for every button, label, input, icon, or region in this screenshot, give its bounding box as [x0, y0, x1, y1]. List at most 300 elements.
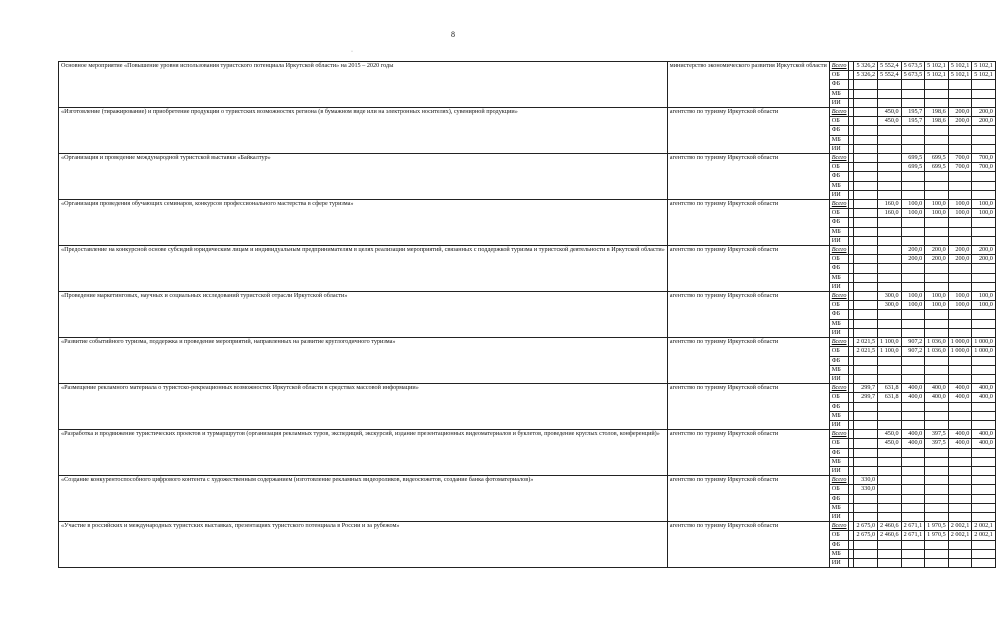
amount-cell — [972, 80, 996, 89]
amount-cell — [854, 310, 878, 319]
amount-cell — [972, 319, 996, 328]
amount-cell — [854, 503, 878, 512]
amount-cell — [901, 319, 925, 328]
funding-source-cell: МБ — [829, 549, 849, 558]
amount-cell: 5 326,2 — [854, 71, 878, 80]
amount-cell: 700,0 — [948, 154, 972, 163]
amount-cell — [854, 227, 878, 236]
amount-cell: 2 460,6 — [878, 522, 902, 531]
amount-cell — [948, 227, 972, 236]
amount-cell: 5 673,5 — [901, 62, 925, 71]
amount-cell — [948, 540, 972, 549]
amount-cell: 2 002,1 — [948, 522, 972, 531]
amount-cell — [854, 200, 878, 209]
amount-cell: 2 021,5 — [854, 347, 878, 356]
amount-cell — [901, 273, 925, 282]
funding-source-cell: МБ — [829, 411, 849, 420]
amount-cell — [972, 181, 996, 190]
amount-cell — [948, 485, 972, 494]
amount-cell — [854, 108, 878, 117]
amount-cell — [854, 374, 878, 383]
amount-cell — [948, 549, 972, 558]
amount-cell: 200,0 — [948, 117, 972, 126]
event-name-cell: «Изготовление (тиражирование) и приобретение продукции о туристских возможностях региона (в бумажном виде или на электронных носителях), сувенирной продукции» — [59, 108, 668, 154]
amount-cell — [925, 181, 949, 190]
amount-cell — [925, 328, 949, 337]
amount-cell: 100,0 — [972, 200, 996, 209]
amount-cell: 400,0 — [901, 393, 925, 402]
amount-cell — [948, 402, 972, 411]
table-row — [59, 108, 996, 117]
table-row — [59, 246, 996, 255]
amount-cell — [854, 154, 878, 163]
funding-source-cell: Всего — [829, 384, 849, 393]
amount-cell — [972, 448, 996, 457]
amount-cell: 200,0 — [901, 255, 925, 264]
executor-cell: агентство по туризму Иркутской области — [667, 476, 829, 522]
amount-cell — [878, 282, 902, 291]
amount-cell — [972, 549, 996, 558]
amount-cell: 198,6 — [925, 108, 949, 117]
amount-cell: 699,5 — [925, 154, 949, 163]
amount-cell: 397,5 — [925, 430, 949, 439]
event-name-cell: «Проведение маркетинговых, научных и социальных исследований туристской отрасли Иркутской области» — [59, 292, 668, 338]
funding-source-cell: МБ — [829, 319, 849, 328]
amount-cell — [901, 236, 925, 245]
event-name-cell: «Развитие событийного туризма, поддержка и проведение мероприятий, направленных на развитие круглогодичного туризма» — [59, 338, 668, 384]
amount-cell — [972, 365, 996, 374]
amount-cell: 100,0 — [925, 209, 949, 218]
amount-cell — [925, 540, 949, 549]
funding-source-cell: ОБ — [829, 347, 849, 356]
funding-source-cell: Всего — [829, 154, 849, 163]
amount-cell: 400,0 — [925, 384, 949, 393]
amount-cell: 400,0 — [901, 439, 925, 448]
amount-cell — [854, 80, 878, 89]
amount-cell — [948, 172, 972, 181]
amount-cell — [878, 549, 902, 558]
amount-cell — [925, 190, 949, 199]
amount-cell: 100,0 — [925, 301, 949, 310]
amount-cell — [854, 89, 878, 98]
amount-cell — [972, 540, 996, 549]
amount-cell: 200,0 — [972, 108, 996, 117]
amount-cell — [854, 402, 878, 411]
amount-cell: 631,8 — [878, 384, 902, 393]
amount-cell: 400,0 — [972, 439, 996, 448]
executor-cell: агентство по туризму Иркутской области — [667, 384, 829, 430]
amount-cell — [901, 190, 925, 199]
amount-cell — [948, 273, 972, 282]
funding-source-cell: ФБ — [829, 172, 849, 181]
amount-cell — [854, 190, 878, 199]
amount-cell: 400,0 — [972, 393, 996, 402]
amount-cell: 700,0 — [972, 163, 996, 172]
amount-cell — [901, 80, 925, 89]
amount-cell: 100,0 — [901, 301, 925, 310]
amount-cell — [948, 365, 972, 374]
funding-source-cell: МБ — [829, 503, 849, 512]
amount-cell: 450,0 — [878, 439, 902, 448]
amount-cell — [854, 549, 878, 558]
table-row — [59, 292, 996, 301]
amount-cell — [948, 466, 972, 475]
amount-cell — [901, 420, 925, 429]
funding-source-cell: МБ — [829, 135, 849, 144]
funding-source-cell: ФБ — [829, 126, 849, 135]
amount-cell: 450,0 — [878, 430, 902, 439]
amount-cell: 100,0 — [948, 209, 972, 218]
amount-cell: 100,0 — [925, 200, 949, 209]
amount-cell — [972, 236, 996, 245]
amount-cell — [948, 503, 972, 512]
amount-cell — [925, 356, 949, 365]
amount-cell — [901, 135, 925, 144]
event-name-cell: «Создание конкурентоспособного цифрового контента с художественным содержанием (изготовление рекламных видеороликов, видеосюжетов, создание банка фотоматериалов)» — [59, 476, 668, 522]
amount-cell: 400,0 — [901, 384, 925, 393]
amount-cell: 200,0 — [948, 246, 972, 255]
amount-cell — [901, 448, 925, 457]
amount-cell: 5 552,4 — [878, 62, 902, 71]
amount-cell — [925, 457, 949, 466]
amount-cell: 1 970,5 — [925, 531, 949, 540]
amount-cell: 2 671,1 — [901, 522, 925, 531]
amount-cell — [901, 98, 925, 107]
amount-cell — [948, 144, 972, 153]
event-name-cell: «Разработка и продвижение туристических проектов и турмаршрутов (организация рекламных туров, экспедиций, экскурсий, издание презентационных видеоматериалов и буклетов, проведение круглых столов, конференций)» — [59, 430, 668, 476]
amount-cell — [972, 190, 996, 199]
amount-cell — [948, 448, 972, 457]
amount-cell — [972, 411, 996, 420]
amount-cell: 200,0 — [901, 246, 925, 255]
amount-cell — [901, 328, 925, 337]
event-name-cell: «Организация проведения обучающих семинаров, конкурсов профессионального мастерства в сфере туризма» — [59, 200, 668, 246]
amount-cell — [878, 466, 902, 475]
amount-cell — [878, 236, 902, 245]
table-row — [59, 154, 996, 163]
amount-cell — [972, 218, 996, 227]
budget-table-body — [59, 62, 996, 568]
amount-cell: 330,0 — [854, 476, 878, 485]
amount-cell — [925, 126, 949, 135]
amount-cell: 2 021,5 — [854, 338, 878, 347]
amount-cell — [854, 466, 878, 475]
amount-cell — [878, 402, 902, 411]
amount-cell — [972, 558, 996, 567]
amount-cell: 200,0 — [948, 108, 972, 117]
amount-cell: 5 552,4 — [878, 71, 902, 80]
amount-cell — [854, 301, 878, 310]
funding-source-cell: ОБ — [829, 71, 849, 80]
amount-cell — [854, 117, 878, 126]
amount-cell: 100,0 — [901, 292, 925, 301]
amount-cell — [948, 558, 972, 567]
amount-cell: 198,6 — [925, 117, 949, 126]
amount-cell — [854, 292, 878, 301]
amount-cell — [878, 356, 902, 365]
amount-cell — [901, 172, 925, 181]
amount-cell — [948, 319, 972, 328]
funding-source-cell: ИИ — [829, 98, 849, 107]
amount-cell — [925, 98, 949, 107]
amount-cell — [878, 246, 902, 255]
amount-cell: 195,7 — [901, 117, 925, 126]
amount-cell — [972, 126, 996, 135]
table-row — [59, 522, 996, 531]
amount-cell — [972, 402, 996, 411]
amount-cell: 400,0 — [972, 430, 996, 439]
amount-cell — [854, 255, 878, 264]
amount-cell — [878, 172, 902, 181]
amount-cell — [878, 80, 902, 89]
amount-cell — [972, 135, 996, 144]
amount-cell: 100,0 — [972, 301, 996, 310]
amount-cell — [878, 144, 902, 153]
amount-cell: 400,0 — [972, 384, 996, 393]
amount-cell: 2 671,1 — [901, 531, 925, 540]
executor-cell: агентство по туризму Иркутской области — [667, 246, 829, 292]
amount-cell — [854, 218, 878, 227]
table-row — [59, 476, 996, 485]
funding-source-cell: ОБ — [829, 439, 849, 448]
amount-cell: 100,0 — [948, 292, 972, 301]
amount-cell: 450,0 — [878, 108, 902, 117]
funding-source-cell: ОБ — [829, 485, 849, 494]
funding-source-cell: МБ — [829, 181, 849, 190]
amount-cell — [925, 374, 949, 383]
amount-cell — [878, 135, 902, 144]
amount-cell — [854, 264, 878, 273]
amount-cell: 200,0 — [972, 255, 996, 264]
amount-cell — [948, 236, 972, 245]
amount-cell — [948, 310, 972, 319]
table-row — [59, 62, 996, 71]
amount-cell — [925, 476, 949, 485]
amount-cell — [925, 135, 949, 144]
funding-source-cell: МБ — [829, 89, 849, 98]
funding-source-cell: ФБ — [829, 402, 849, 411]
amount-cell — [854, 558, 878, 567]
amount-cell — [878, 448, 902, 457]
amount-cell — [854, 420, 878, 429]
funding-source-cell: ОБ — [829, 301, 849, 310]
amount-cell — [972, 98, 996, 107]
amount-cell — [854, 181, 878, 190]
amount-cell — [878, 310, 902, 319]
amount-cell — [878, 264, 902, 273]
amount-cell — [854, 439, 878, 448]
amount-cell — [925, 319, 949, 328]
amount-cell — [972, 356, 996, 365]
funding-source-cell: ФБ — [829, 494, 849, 503]
funding-source-cell: МБ — [829, 457, 849, 466]
scan-speck: · — [351, 49, 353, 55]
amount-cell: 700,0 — [948, 163, 972, 172]
amount-cell: 195,7 — [901, 108, 925, 117]
executor-cell: агентство по туризму Иркутской области — [667, 338, 829, 384]
event-name-cell: «Организация и проведение международной туристской выставки «Байкалтур» — [59, 154, 668, 200]
amount-cell — [925, 420, 949, 429]
amount-cell: 2 675,0 — [854, 531, 878, 540]
amount-cell: 300,0 — [878, 301, 902, 310]
funding-source-cell: ФБ — [829, 80, 849, 89]
amount-cell: 1 000,0 — [972, 338, 996, 347]
amount-cell: 2 675,0 — [854, 522, 878, 531]
amount-cell: 5 102,1 — [925, 62, 949, 71]
amount-cell: 1 036,0 — [925, 347, 949, 356]
funding-source-cell: ОБ — [829, 531, 849, 540]
amount-cell — [972, 503, 996, 512]
amount-cell: 699,5 — [925, 163, 949, 172]
amount-cell — [901, 181, 925, 190]
amount-cell — [901, 476, 925, 485]
amount-cell — [901, 282, 925, 291]
amount-cell — [878, 227, 902, 236]
amount-cell — [854, 273, 878, 282]
amount-cell — [878, 374, 902, 383]
amount-cell — [972, 420, 996, 429]
amount-cell — [925, 503, 949, 512]
amount-cell — [925, 172, 949, 181]
amount-cell — [854, 448, 878, 457]
amount-cell: 1 000,0 — [948, 347, 972, 356]
funding-source-cell: Всего — [829, 338, 849, 347]
amount-cell: 699,5 — [901, 154, 925, 163]
amount-cell — [972, 273, 996, 282]
amount-cell — [854, 246, 878, 255]
amount-cell: 400,0 — [948, 384, 972, 393]
amount-cell: 400,0 — [901, 430, 925, 439]
funding-source-cell: ОБ — [829, 209, 849, 218]
amount-cell — [925, 485, 949, 494]
amount-cell: 5 102,1 — [972, 62, 996, 71]
amount-cell: 450,0 — [878, 117, 902, 126]
amount-cell — [925, 494, 949, 503]
amount-cell — [948, 420, 972, 429]
amount-cell — [925, 365, 949, 374]
amount-cell — [948, 126, 972, 135]
amount-cell: 5 102,1 — [972, 71, 996, 80]
amount-cell — [925, 273, 949, 282]
amount-cell — [854, 512, 878, 521]
amount-cell — [925, 80, 949, 89]
amount-cell — [948, 411, 972, 420]
amount-cell — [901, 144, 925, 153]
executor-cell: агентство по туризму Иркутской области — [667, 522, 829, 568]
amount-cell — [854, 98, 878, 107]
amount-cell — [925, 558, 949, 567]
amount-cell — [901, 310, 925, 319]
amount-cell — [972, 282, 996, 291]
funding-source-cell: МБ — [829, 365, 849, 374]
amount-cell — [854, 540, 878, 549]
funding-source-cell: ИИ — [829, 190, 849, 199]
amount-cell: 700,0 — [972, 154, 996, 163]
amount-cell — [972, 485, 996, 494]
event-name-cell: «Предоставление на конкурсной основе субсидий юридическим лицам и индивидуальным предпринимателям в целях реализации мероприятий, связанных с поддержкой туризма и туристской деятельности в Иркутской области» — [59, 246, 668, 292]
amount-cell — [878, 98, 902, 107]
amount-cell — [925, 264, 949, 273]
amount-cell — [854, 356, 878, 365]
amount-cell — [972, 172, 996, 181]
amount-cell — [925, 310, 949, 319]
amount-cell: 631,8 — [878, 393, 902, 402]
amount-cell — [948, 282, 972, 291]
amount-cell — [901, 218, 925, 227]
amount-cell — [854, 135, 878, 144]
amount-cell — [925, 402, 949, 411]
executor-cell: министерство экономического развития Иркутской области — [667, 62, 829, 108]
amount-cell — [878, 89, 902, 98]
funding-source-cell: МБ — [829, 273, 849, 282]
funding-source-cell: МБ — [829, 227, 849, 236]
funding-source-cell: ИИ — [829, 144, 849, 153]
funding-source-cell: ФБ — [829, 264, 849, 273]
amount-cell: 2 460,6 — [878, 531, 902, 540]
executor-cell: агентство по туризму Иркутской области — [667, 292, 829, 338]
amount-cell: 1 970,5 — [925, 522, 949, 531]
amount-cell — [901, 264, 925, 273]
amount-cell — [948, 264, 972, 273]
funding-source-cell: ИИ — [829, 512, 849, 521]
amount-cell — [948, 190, 972, 199]
amount-cell — [878, 558, 902, 567]
funding-source-cell: ИИ — [829, 374, 849, 383]
amount-cell — [948, 98, 972, 107]
event-name-cell: Основное мероприятие «Повышение уровня использования туристского потенциала Иркутской области» на 2015 – 2020 годы — [59, 62, 668, 108]
amount-cell — [901, 374, 925, 383]
amount-cell — [854, 209, 878, 218]
amount-cell: 400,0 — [948, 393, 972, 402]
amount-cell — [901, 402, 925, 411]
table-row — [59, 430, 996, 439]
amount-cell — [901, 558, 925, 567]
amount-cell: 5 326,2 — [854, 62, 878, 71]
amount-cell — [878, 420, 902, 429]
amount-cell — [972, 476, 996, 485]
amount-cell — [878, 476, 902, 485]
amount-cell — [948, 356, 972, 365]
page-number: 8 — [451, 30, 455, 39]
event-name-cell: «Размещение рекламного материала о туристско-рекреационных возможностях Иркутской области в средствах массовой информации» — [59, 384, 668, 430]
amount-cell — [878, 512, 902, 521]
amount-cell — [901, 365, 925, 374]
amount-cell — [925, 411, 949, 420]
amount-cell: 2 002,1 — [972, 531, 996, 540]
amount-cell — [878, 255, 902, 264]
executor-cell: агентство по туризму Иркутской области — [667, 154, 829, 200]
amount-cell — [925, 218, 949, 227]
amount-cell: 1 036,0 — [925, 338, 949, 347]
funding-source-cell: ОБ — [829, 255, 849, 264]
amount-cell — [878, 485, 902, 494]
amount-cell — [901, 89, 925, 98]
amount-cell: 300,0 — [878, 292, 902, 301]
funding-source-cell: ОБ — [829, 393, 849, 402]
amount-cell: 100,0 — [972, 292, 996, 301]
amount-cell — [854, 236, 878, 245]
amount-cell: 100,0 — [901, 200, 925, 209]
amount-cell — [972, 494, 996, 503]
amount-cell — [948, 374, 972, 383]
amount-cell — [925, 549, 949, 558]
funding-source-cell: Всего — [829, 200, 849, 209]
amount-cell — [925, 448, 949, 457]
amount-cell — [948, 89, 972, 98]
amount-cell — [925, 282, 949, 291]
amount-cell — [854, 144, 878, 153]
amount-cell — [878, 273, 902, 282]
